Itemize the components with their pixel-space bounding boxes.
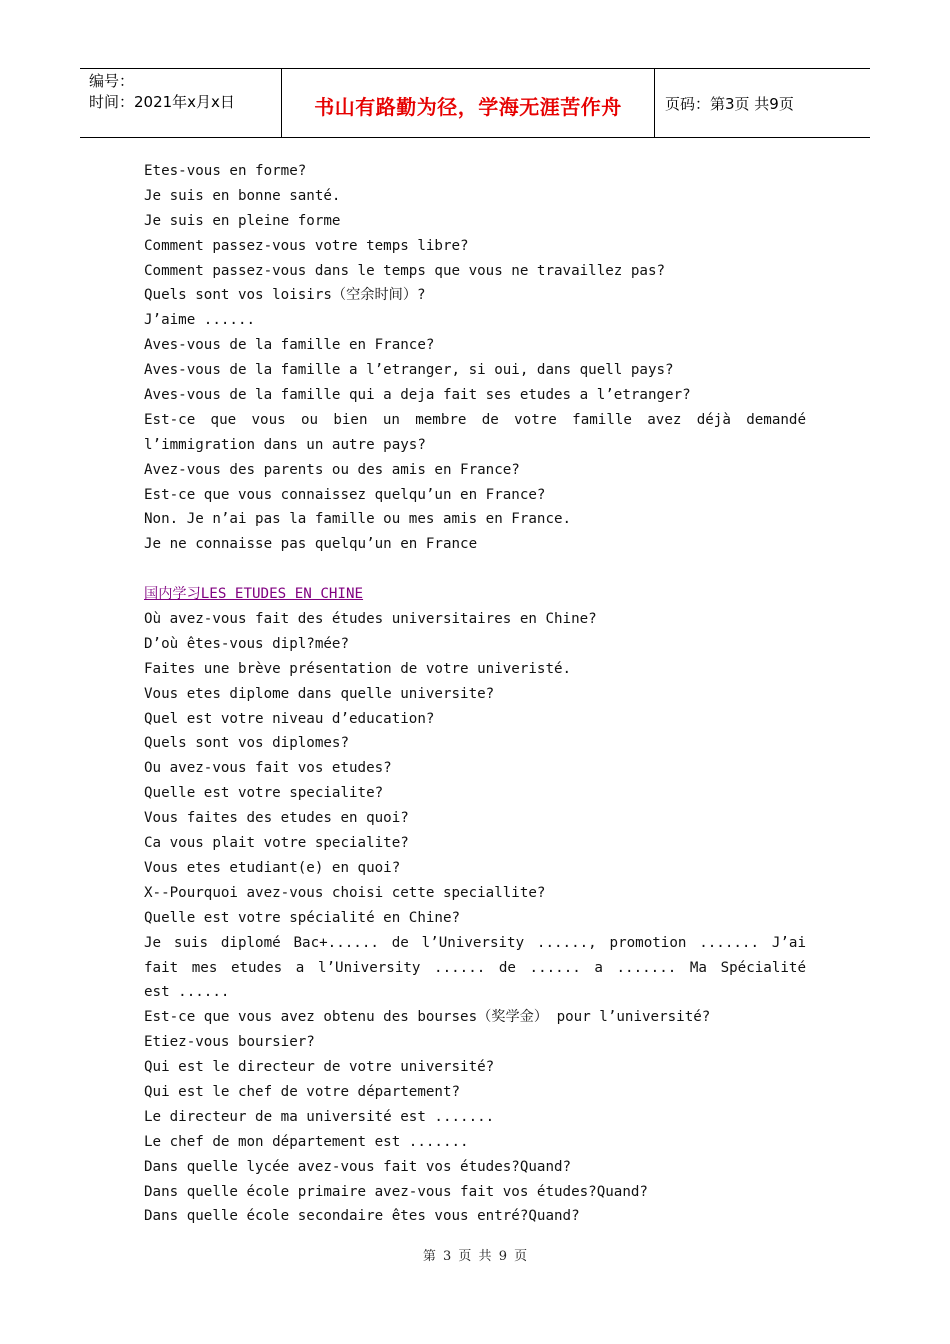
text-line: Quels sont vos diplomes? — [144, 735, 349, 752]
text-line: Etes-vous en forme? — [144, 163, 307, 179]
text-line: Comment passez-vous dans le temps que vous ne travaillez pas? — [144, 262, 666, 279]
text-line: Dans quelle lycée avez-vous fait vos études?Quand? — [144, 1158, 572, 1175]
document-number-label: 编号： — [89, 72, 135, 90]
text-line: Avez-vous des parents ou des amis en France? — [144, 461, 520, 478]
text-line: Quelle est votre specialite? — [144, 785, 384, 802]
header-meta — [89, 71, 279, 113]
text-line: Où avez-vous fait des études universitaires en Chine? — [144, 611, 597, 628]
text-line: Quels sont vos loisirs（空余时间）? — [144, 287, 426, 304]
document-date: 时间：2021年x月x日 — [89, 93, 235, 111]
text-line: l’immigration dans un autre pays? — [144, 436, 426, 453]
text-line: Qui est le chef de votre département? — [144, 1083, 461, 1100]
text-line: Le directeur de ma université est ....... — [144, 1108, 495, 1125]
text-line: Est-ce que vous avez obtenu des bourses（奖学金） pour l’université? — [144, 1009, 711, 1026]
text-line: Ou avez-vous fait vos etudes? — [144, 760, 392, 777]
text-line: est ...... — [144, 984, 230, 1001]
page-header — [80, 68, 870, 138]
text-line: Non. Je n’ai pas la famille ou mes amis en France. — [144, 511, 572, 528]
text-line: Aves-vous de la famille en France? — [144, 337, 435, 354]
text-line: Est-ce que vous connaissez quelqu’un en France? — [144, 486, 546, 503]
text-line: Ca vous plait votre specialite? — [144, 835, 409, 852]
header-page-info: 页码：第3页 共9页 — [665, 95, 794, 113]
text-line: D’où êtes-vous dipl?mée? — [144, 635, 349, 652]
text-line: Est-ce que vous ou bien un membre de votre famille avez déjà demandé — [144, 411, 806, 428]
text-line: fait mes etudes a l’University ...... de ...... a ....... Ma Spécialité — [144, 959, 806, 976]
paragraph-gap — [144, 557, 806, 582]
text-line: Dans quelle école secondaire êtes vous entré?Quand? — [144, 1208, 580, 1225]
text-line: J’aime ...... — [144, 312, 256, 329]
text-line: Vous faites des etudes en quoi? — [144, 810, 409, 827]
text-line: Aves-vous de la famille a l’etranger, si oui, dans quell pays? — [144, 362, 674, 379]
text-line: Aves-vous de la famille qui a deja fait ses etudes a l’etranger? — [144, 387, 691, 404]
document-body — [144, 159, 806, 1229]
page-footer: 第 3 页 共 9 页 — [422, 1249, 528, 1264]
text-line: Vous etes etudiant(e) en quoi? — [144, 859, 401, 876]
header-divider — [654, 69, 655, 137]
section-title[interactable]: 国内学习LES ETUDES EN CHINE — [144, 586, 364, 603]
text-line: Je suis en bonne santé. — [144, 187, 341, 204]
text-line: Vous etes diplome dans quelle universite? — [144, 685, 495, 702]
text-line: X--Pourquoi avez-vous choisi cette speciallite? — [144, 884, 546, 901]
text-line: Le chef de mon département est ....... — [144, 1133, 469, 1150]
text-line: Etiez-vous boursier? — [144, 1034, 315, 1051]
text-line: Qui est le directeur de votre université? — [144, 1059, 495, 1076]
text-line: Quel est votre niveau d’education? — [144, 710, 435, 727]
text-line: Dans quelle école primaire avez-vous fait vos études?Quand? — [144, 1183, 648, 1200]
text-line: Comment passez-vous votre temps libre? — [144, 237, 469, 254]
text-line: Faites une brève présentation de votre univeristé. — [144, 660, 572, 677]
text-line: Je ne connaisse pas quelqu’un en France — [144, 536, 478, 553]
header-motto: 书山有路勤为径，学海无涯苦作舟 — [314, 94, 622, 119]
text-line: Je suis diplomé Bac+...... de l’University ......, promotion ....... J’ai — [144, 934, 806, 951]
text-line: Quelle est votre spécialité en Chine? — [144, 909, 461, 926]
text-line: Je suis en pleine forme — [144, 212, 341, 229]
